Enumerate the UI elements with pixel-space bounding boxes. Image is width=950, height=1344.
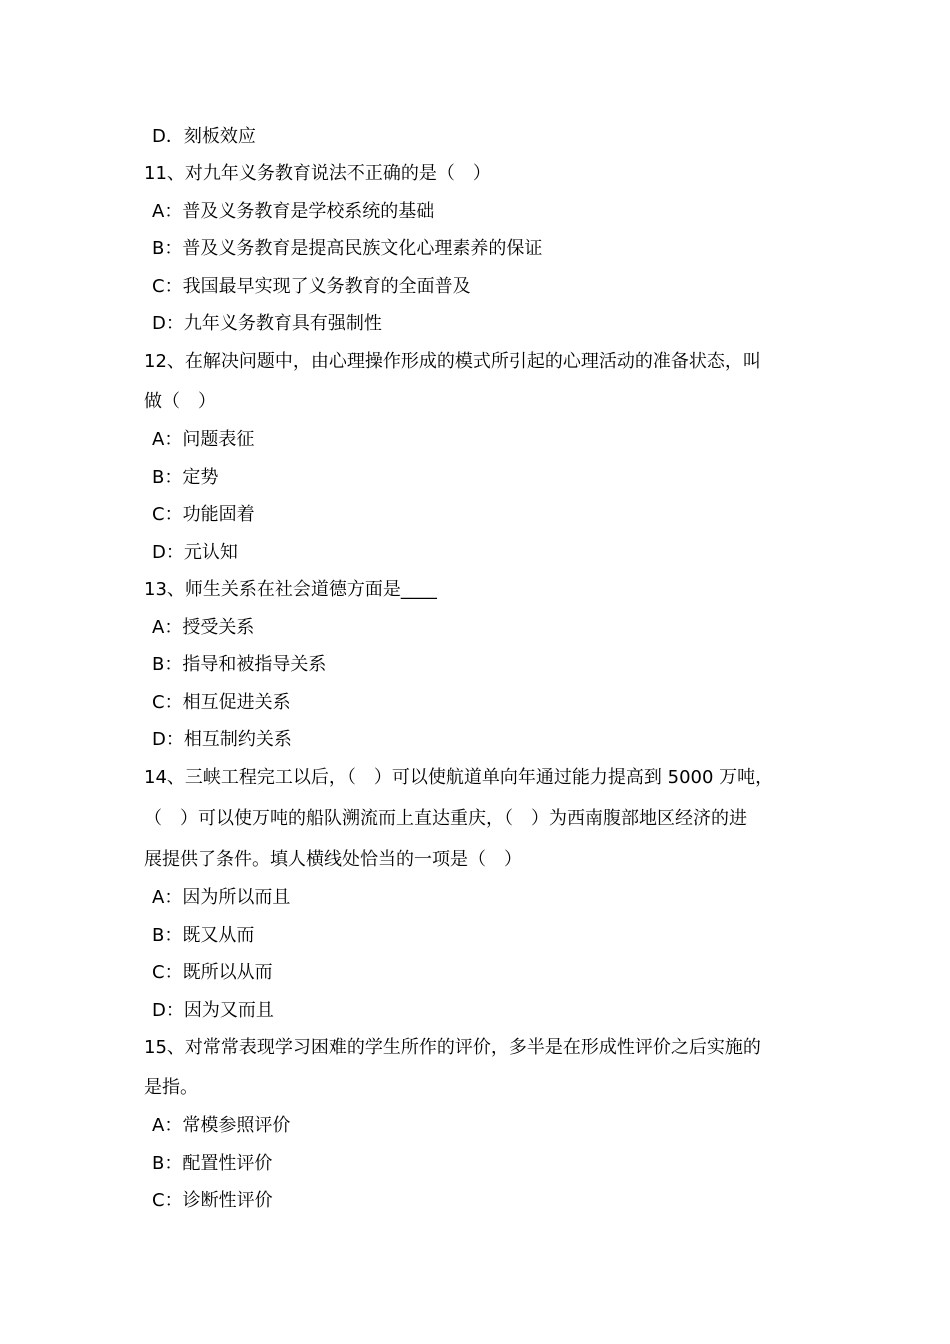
option-13-c: C：相互促进关系 [152, 692, 291, 713]
question-15: 15、对常常表现学习困难的学生所作的评价，多半是在形成性评价之后实施的 [144, 1037, 761, 1058]
question-14-continued-1: （ ）可以使万吨的船队溯流而上直达重庆，（ ）为西南腹部地区经济的进 [144, 808, 747, 829]
option-15-c: C：诊断性评价 [152, 1190, 273, 1211]
option-12-d: D：元认知 [152, 542, 238, 563]
option-11-c: C：我国最早实现了义务教育的全面普及 [152, 276, 471, 297]
option-10-d: D．刻板效应 [152, 126, 256, 147]
option-13-a: A：授受关系 [152, 617, 255, 638]
question-12-continued: 做（ ） [144, 391, 216, 412]
option-11-b: B：普及义务教育是提高民族文化心理素养的保证 [152, 238, 543, 259]
question-12: 12、在解决问题中，由心理操作形成的模式所引起的心理活动的准备状态，叫 [144, 351, 761, 372]
option-15-b: B：配置性评价 [152, 1153, 273, 1174]
option-13-d: D：相互制约关系 [152, 729, 292, 750]
option-11-d: D：九年义务教育具有强制性 [152, 313, 382, 334]
question-11: 11、对九年义务教育说法不正确的是（ ） [144, 163, 491, 184]
option-15-a: A：常模参照评价 [152, 1115, 291, 1136]
question-13: 13、师生关系在社会道德方面是____ [144, 579, 437, 600]
question-15-continued: 是指。 [144, 1077, 198, 1098]
option-13-b: B：指导和被指导关系 [152, 654, 327, 675]
option-14-b: B：既又从而 [152, 925, 255, 946]
option-12-c: C：功能固着 [152, 504, 255, 525]
option-14-d: D：因为又而且 [152, 1000, 274, 1021]
question-14-continued-2: 展提供了条件。填人横线处恰当的一项是（ ） [144, 849, 522, 870]
option-14-a: A：因为所以而且 [152, 887, 291, 908]
option-11-a: A：普及义务教育是学校系统的基础 [152, 201, 435, 222]
option-12-b: B：定势 [152, 467, 219, 488]
option-12-a: A：问题表征 [152, 429, 255, 450]
question-14: 14、三峡工程完工以后，（ ）可以使航道单向年通过能力提高到 5000 万吨， [144, 767, 774, 788]
option-14-c: C：既所以从而 [152, 962, 273, 983]
